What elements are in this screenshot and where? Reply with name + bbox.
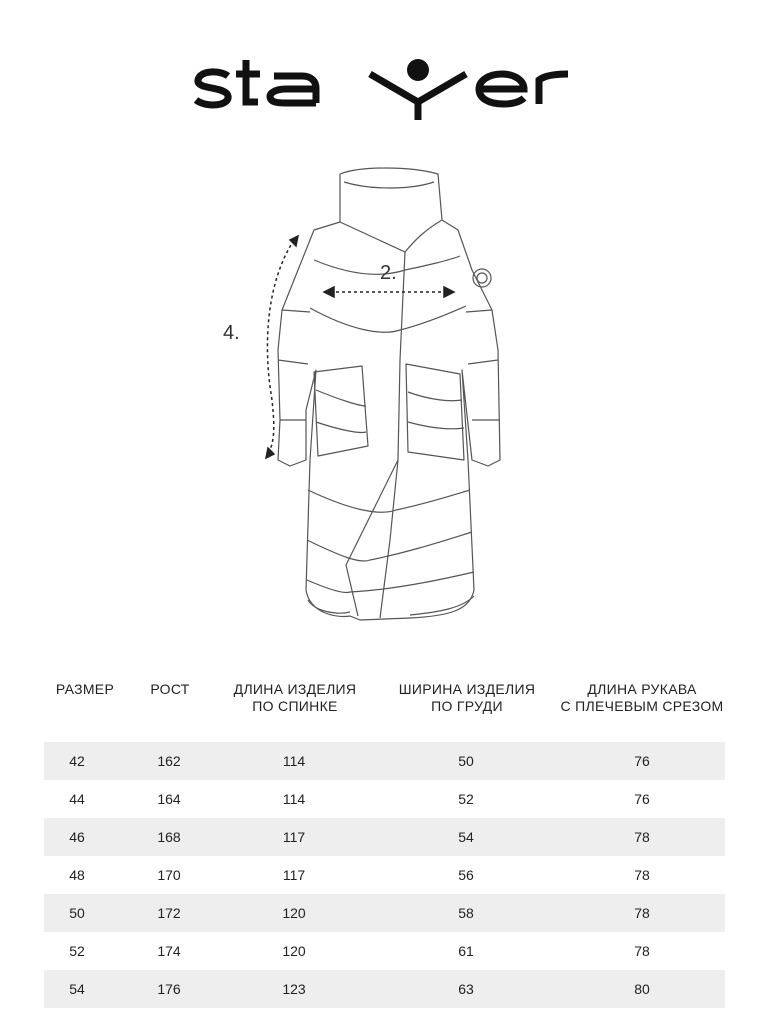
chest-width-label: 2. [380,262,397,284]
cell-chest-width: 50 [458,753,474,769]
table-row [44,932,725,970]
cell-sleeve-length: 78 [634,905,650,921]
table-row [44,970,725,1008]
cell-back-length: 123 [282,981,306,997]
cell-height: 168 [157,829,181,845]
cell-back-length: 120 [282,905,306,921]
cell-height: 172 [157,905,181,921]
cell-sleeve-length: 80 [634,981,650,997]
table-row [44,742,725,780]
cell-back-length: 120 [282,943,306,959]
header-chest-width: ШИРИНА ИЗДЕЛИЯ ПО ГРУДИ [398,681,536,714]
cell-height: 170 [157,867,181,883]
cell-back-length: 117 [282,867,306,883]
cell-back-length: 114 [282,791,306,807]
table-row [44,894,725,932]
cell-height: 176 [157,981,181,997]
cell-chest-width: 63 [458,981,474,997]
cell-chest-width: 61 [458,943,474,959]
header-size: РАЗМЕР [55,681,115,697]
table-row [44,818,725,856]
cell-back-length: 117 [282,829,306,845]
table-row [44,780,725,818]
header-sleeve-length: ДЛИНА РУКАВА С ПЛЕЧЕВЫМ СРЕЗОМ [560,681,724,714]
cell-size: 44 [69,791,85,807]
cell-sleeve-length: 78 [634,867,650,883]
cell-chest-width: 58 [458,905,474,921]
cell-sleeve-length: 78 [634,829,650,845]
cell-size: 52 [69,943,85,959]
cell-height: 162 [157,753,181,769]
cell-chest-width: 56 [458,867,474,883]
coat-outline-drawing-icon [210,160,520,630]
brand-logo [194,56,574,126]
cell-back-length: 114 [282,753,306,769]
cell-chest-width: 54 [458,829,474,845]
size-table-body [44,742,725,1008]
cell-size: 48 [69,867,85,883]
cell-sleeve-length: 76 [634,791,650,807]
header-back-length: ДЛИНА ИЗДЕЛИЯ ПО СПИНКЕ [233,681,357,714]
cell-sleeve-length: 76 [634,753,650,769]
cell-height: 174 [157,943,181,959]
size-table-header [44,681,725,721]
cell-size: 54 [69,981,85,997]
cell-size: 46 [69,829,85,845]
sleeve-length-label: 4. [223,322,240,344]
cell-height: 164 [157,791,181,807]
coat-illustration [210,160,520,630]
cell-size: 50 [69,905,85,921]
header-height: РОСТ [150,681,190,697]
cell-chest-width: 52 [458,791,474,807]
table-row [44,856,725,894]
stayer-logo-icon [194,56,574,126]
cell-sleeve-length: 78 [634,943,650,959]
cell-size: 42 [69,753,85,769]
